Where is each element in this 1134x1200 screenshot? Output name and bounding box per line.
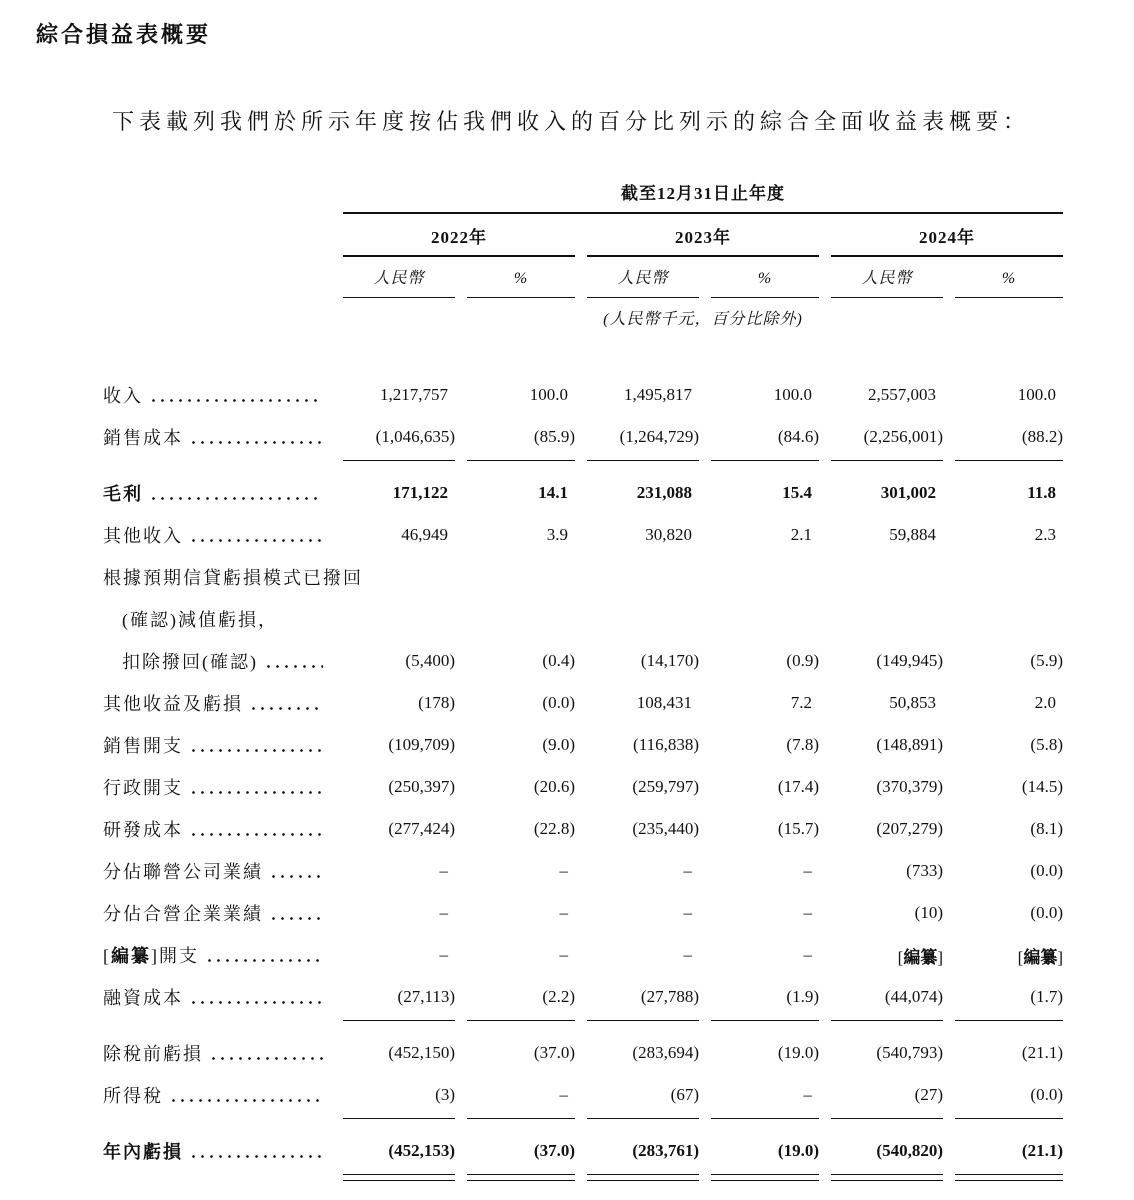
year-header-2023: 2023年 xyxy=(587,214,819,257)
row-label: (確認)減值虧損， xyxy=(122,610,278,630)
page-title: 綜合損益表概要 xyxy=(36,22,212,47)
value-cell: (15.7) xyxy=(777,819,819,838)
table-row xyxy=(103,808,1063,850)
currency-header: 人民幣 xyxy=(587,257,699,298)
row-label: 其他收益及虧損 xyxy=(103,694,243,714)
table-row xyxy=(103,514,1063,556)
value-cell: [編纂] xyxy=(1017,947,1063,967)
single-rule xyxy=(343,1020,455,1021)
row-label: 融資成本 xyxy=(103,988,183,1008)
table-rows xyxy=(103,374,1063,1186)
row-label-cell xyxy=(103,774,331,800)
dot-leader xyxy=(189,791,323,794)
value-cell: (7.8) xyxy=(786,735,819,754)
row-label-cell xyxy=(103,1138,331,1164)
row-label-cell xyxy=(103,522,331,548)
value-cell: 100.0 xyxy=(773,385,812,404)
value-cell: 3.9 xyxy=(546,525,568,544)
single-rule xyxy=(831,1020,943,1021)
row-label: 行政開支 xyxy=(103,778,183,798)
row-label: 根據預期信貸虧損模式已撥回 xyxy=(103,568,363,588)
value-cell: 2.0 xyxy=(1034,693,1056,712)
dot-leader xyxy=(209,1057,323,1060)
dot-leader xyxy=(189,833,323,836)
table-row xyxy=(103,416,1063,458)
single-rule xyxy=(711,460,819,461)
table-row xyxy=(103,374,1063,416)
single-rule xyxy=(467,1020,575,1021)
value-cell: 100.0 xyxy=(1017,385,1056,404)
value-cell: 30,820 xyxy=(645,525,692,544)
table-row xyxy=(103,556,1063,598)
row-label: 毛利 xyxy=(103,484,143,504)
value-cell: 100.0 xyxy=(529,385,568,404)
double-rule xyxy=(831,1174,943,1181)
value-cell: (540,820) xyxy=(876,1141,943,1160)
value-cell: 231,088 xyxy=(636,483,692,502)
value-cell: – xyxy=(559,903,568,922)
value-cell: (178) xyxy=(418,693,455,712)
dot-leader xyxy=(189,1155,323,1158)
table-row xyxy=(103,976,1063,1018)
row-label-cell xyxy=(103,1040,331,1066)
value-cell: 50,853 xyxy=(889,693,936,712)
value-cell: – xyxy=(683,903,692,922)
value-cell: (1.9) xyxy=(786,987,819,1006)
row-label: 研發成本 xyxy=(103,820,183,840)
value-cell: (259,797) xyxy=(632,777,699,796)
single-rule xyxy=(467,460,575,461)
year-header-2022: 2022年 xyxy=(343,214,575,257)
value-cell: (5,400) xyxy=(405,651,455,670)
row-label-cell xyxy=(103,1082,331,1108)
value-cell: (733) xyxy=(906,861,943,880)
row-label: 銷售成本 xyxy=(103,428,183,448)
row-label-cell xyxy=(103,984,331,1010)
value-cell: (452,153) xyxy=(388,1141,455,1160)
value-cell: – xyxy=(683,861,692,880)
value-cell: 108,431 xyxy=(636,693,692,712)
value-cell: (2.2) xyxy=(542,987,575,1006)
value-cell: (20.6) xyxy=(533,777,575,796)
value-cell: (27) xyxy=(914,1085,943,1104)
subcolumn-header-row xyxy=(103,257,1063,298)
percent-header: % xyxy=(711,257,819,298)
row-label: 分佔聯營公司業績 xyxy=(103,862,263,882)
value-cell: (17.4) xyxy=(777,777,819,796)
value-cell: (21.1) xyxy=(1021,1141,1063,1160)
dot-leader xyxy=(189,441,323,444)
table-row xyxy=(103,640,1063,682)
table-row xyxy=(103,1130,1063,1172)
row-label: 所得稅 xyxy=(103,1086,163,1106)
single-rule xyxy=(343,1118,455,1119)
table-row xyxy=(103,1074,1063,1116)
value-cell: (207,279) xyxy=(876,819,943,838)
value-cell: 46,949 xyxy=(401,525,448,544)
double-rule xyxy=(343,1174,455,1181)
double-rule xyxy=(587,1174,699,1181)
value-cell: (1,264,729) xyxy=(619,427,699,446)
value-cell: (0.9) xyxy=(786,651,819,670)
value-cell: (10) xyxy=(914,903,943,922)
value-cell: (540,793) xyxy=(876,1043,943,1062)
dot-leader xyxy=(269,875,323,878)
value-cell: – xyxy=(559,861,568,880)
value-cell: (37.0) xyxy=(533,1043,575,1062)
value-cell: (0.4) xyxy=(542,651,575,670)
value-cell: (27,113) xyxy=(397,987,455,1006)
value-cell: – xyxy=(803,945,812,964)
table-row xyxy=(103,682,1063,724)
value-cell: 2.1 xyxy=(790,525,812,544)
table-header xyxy=(103,184,1063,330)
value-cell: – xyxy=(559,1085,568,1104)
value-cell: (370,379) xyxy=(876,777,943,796)
row-label: 除稅前虧損 xyxy=(103,1044,203,1064)
value-cell: (67) xyxy=(670,1085,699,1104)
value-cell: (44,074) xyxy=(884,987,943,1006)
table-row xyxy=(103,892,1063,934)
value-cell: – xyxy=(439,945,448,964)
row-label: 銷售開支 xyxy=(103,736,183,756)
row-label-cell xyxy=(103,648,331,674)
dot-leader xyxy=(264,665,323,668)
year-header-2024: 2024年 xyxy=(831,214,1063,257)
value-cell: (283,761) xyxy=(632,1141,699,1160)
single-rule xyxy=(587,1020,699,1021)
row-label-cell xyxy=(103,564,363,590)
value-cell: – xyxy=(803,1085,812,1104)
value-cell: (0.0) xyxy=(1030,1085,1063,1104)
single-rule xyxy=(711,1020,819,1021)
double-rule xyxy=(467,1174,575,1181)
percent-header: % xyxy=(955,257,1063,298)
value-cell: (1,046,635) xyxy=(375,427,455,446)
value-cell: 1,217,757 xyxy=(380,385,448,404)
value-cell: (283,694) xyxy=(632,1043,699,1062)
value-cell: 59,884 xyxy=(889,525,936,544)
unit-note-row xyxy=(103,298,1063,330)
value-cell: – xyxy=(683,945,692,964)
row-label-cell xyxy=(103,424,331,450)
value-cell: 7.2 xyxy=(790,693,812,712)
row-label-cell xyxy=(103,606,331,632)
value-cell: (3) xyxy=(435,1085,455,1104)
value-cell: (0.0) xyxy=(1030,903,1063,922)
value-cell: (250,397) xyxy=(388,777,455,796)
table-row xyxy=(103,724,1063,766)
table-row xyxy=(103,766,1063,808)
dot-leader xyxy=(169,1099,323,1102)
value-cell: 1,495,817 xyxy=(624,385,692,404)
value-cell: 301,002 xyxy=(880,483,936,502)
double-rule xyxy=(711,1174,819,1181)
value-cell: 2.3 xyxy=(1034,525,1056,544)
row-label-cell xyxy=(103,900,331,926)
value-cell: (2,256,001) xyxy=(863,427,943,446)
value-cell: (116,838) xyxy=(633,735,699,754)
table-row xyxy=(103,598,1063,640)
value-cell: – xyxy=(439,903,448,922)
rule-row xyxy=(103,1172,1063,1186)
value-cell: (8.1) xyxy=(1030,819,1063,838)
single-rule xyxy=(955,1020,1063,1021)
row-label: 其他收入 xyxy=(103,526,183,546)
table-row xyxy=(103,934,1063,976)
value-cell: (277,424) xyxy=(388,819,455,838)
value-cell: [編纂] xyxy=(897,947,943,967)
value-cell: (1.7) xyxy=(1030,987,1063,1006)
percent-header: % xyxy=(467,257,575,298)
value-cell: (19.0) xyxy=(777,1141,819,1160)
year-header-row xyxy=(103,214,1063,257)
row-label: 收入 xyxy=(103,386,143,406)
value-cell: (37.0) xyxy=(533,1141,575,1160)
dot-leader xyxy=(269,917,323,920)
dot-leader xyxy=(189,749,323,752)
value-cell: (452,150) xyxy=(388,1043,455,1062)
single-rule xyxy=(955,1118,1063,1119)
table-row xyxy=(103,472,1063,514)
row-label-cell xyxy=(103,732,331,758)
value-cell: (9.0) xyxy=(542,735,575,754)
value-cell: (21.1) xyxy=(1021,1043,1063,1062)
value-cell: (5.9) xyxy=(1030,651,1063,670)
value-cell: – xyxy=(803,861,812,880)
value-cell: (22.8) xyxy=(533,819,575,838)
double-rule xyxy=(955,1174,1063,1181)
currency-header: 人民幣 xyxy=(831,257,943,298)
dot-leader xyxy=(249,707,323,710)
row-label-cell xyxy=(103,858,331,884)
single-rule xyxy=(711,1118,819,1119)
value-cell: (149,945) xyxy=(876,651,943,670)
row-label-cell xyxy=(103,382,331,408)
single-rule xyxy=(467,1118,575,1119)
value-cell: (5.8) xyxy=(1030,735,1063,754)
period-header-row xyxy=(103,184,1063,214)
rule-row xyxy=(103,458,1063,472)
single-rule xyxy=(831,1118,943,1119)
value-cell: (88.2) xyxy=(1021,427,1063,446)
row-label: 扣除撥回(確認) xyxy=(122,652,258,672)
value-cell: (14,170) xyxy=(640,651,699,670)
value-cell: – xyxy=(439,861,448,880)
value-cell: (109,709) xyxy=(388,735,455,754)
single-rule xyxy=(955,460,1063,461)
value-cell: (14.5) xyxy=(1021,777,1063,796)
period-header: 截至12月31日止年度 xyxy=(343,184,1063,214)
value-cell: 14.1 xyxy=(538,483,568,502)
dot-leader xyxy=(189,539,323,542)
currency-header: 人民幣 xyxy=(343,257,455,298)
value-cell: 171,122 xyxy=(392,483,448,502)
value-cell: 2,557,003 xyxy=(868,385,936,404)
value-cell: (84.6) xyxy=(777,427,819,446)
dot-leader xyxy=(149,497,323,500)
dot-leader xyxy=(189,1001,323,1004)
value-cell: – xyxy=(803,903,812,922)
row-label-cell xyxy=(103,942,331,968)
rule-row xyxy=(103,1116,1063,1130)
table-row xyxy=(103,850,1063,892)
value-cell: 15.4 xyxy=(782,483,812,502)
dot-leader xyxy=(205,959,323,962)
single-rule xyxy=(587,1118,699,1119)
row-label: 年內虧損 xyxy=(103,1142,183,1162)
value-cell: (0.0) xyxy=(542,693,575,712)
unit-note: (人民幣千元，百分比除外) xyxy=(603,311,803,328)
value-cell: – xyxy=(559,945,568,964)
rule-row xyxy=(103,1018,1063,1032)
value-cell: (27,788) xyxy=(640,987,699,1006)
table-row xyxy=(103,1032,1063,1074)
row-label-cell xyxy=(103,816,331,842)
single-rule xyxy=(831,460,943,461)
row-label-cell xyxy=(103,480,331,506)
value-cell: (0.0) xyxy=(1030,861,1063,880)
income-statement-table xyxy=(103,184,1063,1186)
value-cell: (235,440) xyxy=(632,819,699,838)
dot-leader xyxy=(149,399,323,402)
row-label: [編纂]開支 xyxy=(103,946,199,966)
value-cell: (85.9) xyxy=(533,427,575,446)
single-rule xyxy=(587,460,699,461)
row-label-cell xyxy=(103,690,331,716)
value-cell: (148,891) xyxy=(876,735,943,754)
intro-paragraph: 下表載列我們於所示年度按佔我們收入的百分比列示的綜合全面收益表概要： xyxy=(112,109,1031,134)
value-cell: 11.8 xyxy=(1027,483,1056,502)
row-label: 分佔合營企業業績 xyxy=(103,904,263,924)
value-cell: (19.0) xyxy=(777,1043,819,1062)
single-rule xyxy=(343,460,455,461)
